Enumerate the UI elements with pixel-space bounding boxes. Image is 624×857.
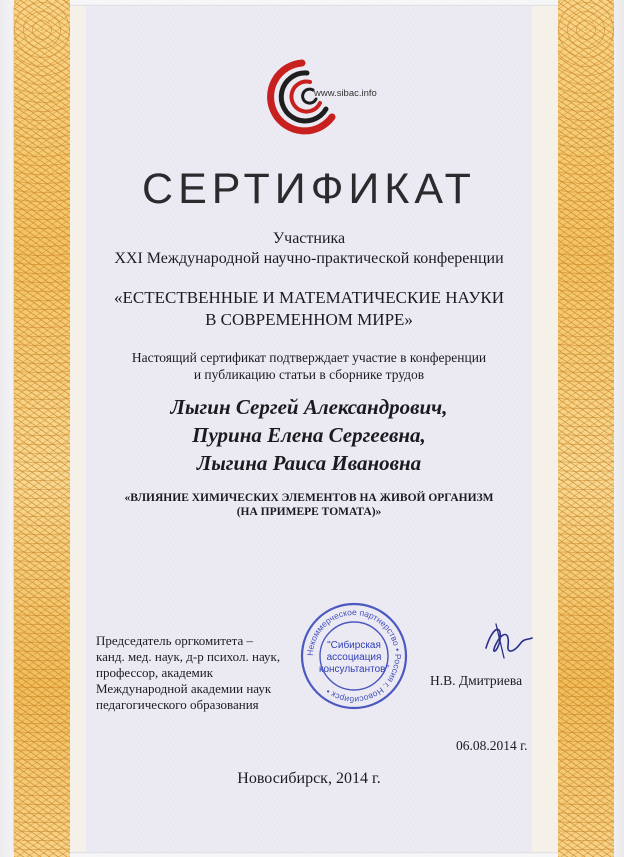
- authors-list: [86, 393, 532, 477]
- seal-ring-text: Некоммерческое партнерство • Россия г. Новосибирск •: [304, 606, 404, 706]
- left-ornamental-border: [14, 0, 70, 857]
- author-name: Лыгин Сергей Александрович,: [170, 395, 448, 419]
- conference-name-line-1: «ЕСТЕСТВЕННЫЕ И МАТЕМАТИЧЕСКИЕ НАУКИ: [114, 288, 504, 307]
- handwritten-signature: [478, 618, 538, 664]
- logo-url: www.sibac.info: [314, 88, 377, 99]
- city-year: Новосибирск, 2014 г.: [237, 770, 381, 787]
- organization-seal: [298, 600, 410, 712]
- issue-date: 06.08.2014 г.: [456, 738, 528, 753]
- seal-center-line-1: "Сибирская: [327, 640, 381, 651]
- note-line-1: Настоящий сертификат подтверждает участие в конференции: [131, 350, 487, 365]
- chair-line-3: профессор, академик: [96, 665, 214, 680]
- participant-label: Участника: [272, 230, 346, 247]
- note-line-2: и публикацию статьи в сборнике трудов: [193, 367, 425, 382]
- signer-name: Н.В. Дмитриева: [430, 673, 523, 688]
- chair-credentials: [96, 633, 306, 713]
- chair-line-5: педагогического образования: [96, 697, 259, 712]
- paper-title: [86, 491, 532, 519]
- author-name: Пурина Елена Сергеевна,: [192, 423, 426, 447]
- author-name: Лыгина Раиса Ивановна: [196, 451, 422, 475]
- conference-line: XXI Международной научно-практической конференции: [114, 250, 504, 267]
- chair-line-4: Международной академии наук: [96, 681, 272, 696]
- paper-title-line-2: (НА ПРИМЕРЕ ТОМАТА)»: [236, 506, 382, 518]
- conference-name-line-2: В СОВРЕМЕННОМ МИРЕ»: [205, 310, 413, 329]
- chair-line-2: канд. мед. наук, д-р психол. наук,: [96, 649, 281, 664]
- seal-center-line-3: консультантов": [318, 664, 390, 675]
- conference-name: [86, 287, 532, 331]
- confirmation-note: [86, 349, 532, 383]
- chair-line-1: Председатель оргкомитета –: [96, 633, 254, 648]
- round-stamp-icon: [298, 600, 410, 712]
- seal-center-line-2: ассоциация: [326, 652, 382, 663]
- sibac-logo: [262, 55, 392, 135]
- paper-title-line-1: «ВЛИЯНИЕ ХИМИЧЕСКИХ ЭЛЕМЕНТОВ НА ЖИВОЙ ОРГАНИЗМ: [124, 492, 494, 504]
- certificate-title: СЕРТИФИКАТ: [142, 165, 476, 213]
- right-ornamental-border: [558, 0, 614, 857]
- signature-icon: [478, 618, 538, 664]
